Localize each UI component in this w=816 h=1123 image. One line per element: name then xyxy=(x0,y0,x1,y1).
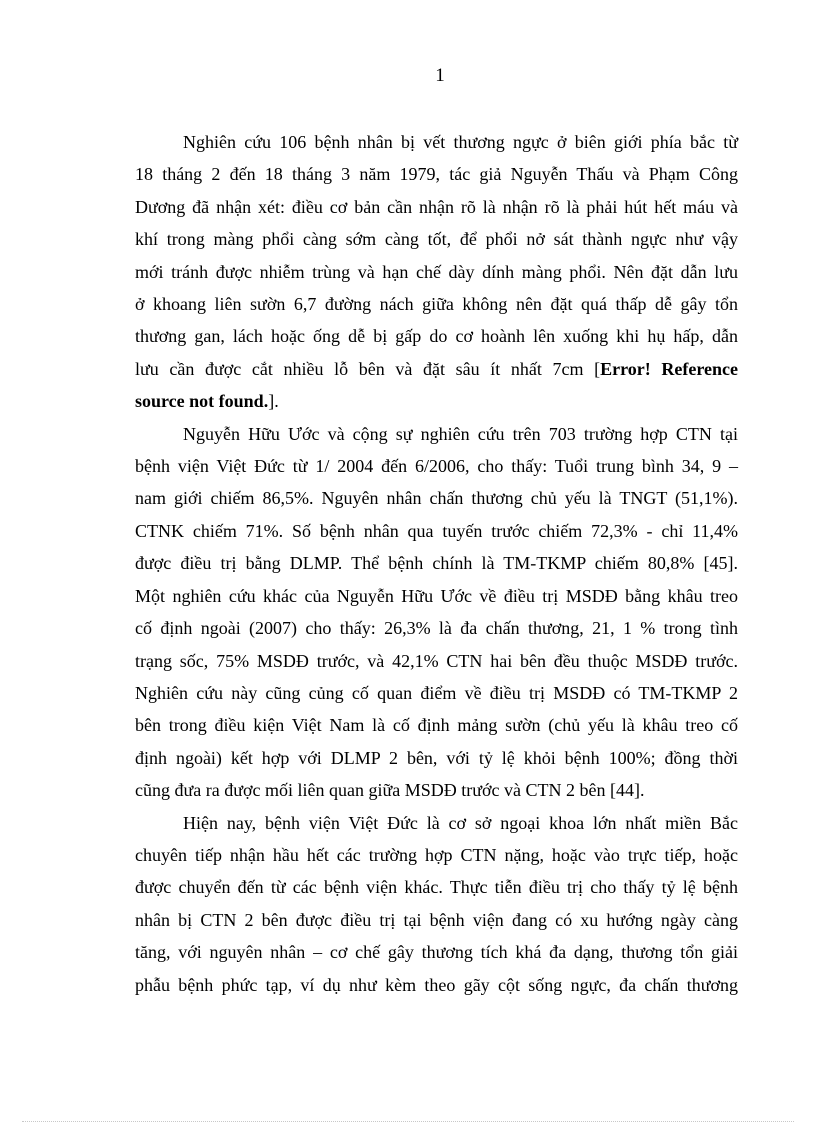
paragraph-2 xyxy=(135,418,738,807)
paragraph-3 xyxy=(135,807,738,1001)
text-line: nam giới chiếm 86,5%. Nguyên nhân chấn thương chủ yếu là TNGT (51,1%). xyxy=(135,488,738,509)
text-fragment: lưu cần được cắt nhiều lỗ bên và đặt sâu ít nhất 7cm [ xyxy=(135,358,601,379)
paragraph-1 xyxy=(135,126,738,418)
text-line: Nghiên cứu này cũng củng cố quan điểm về điều trị MSDĐ có TM-TKMP 2 xyxy=(135,682,738,703)
document-body xyxy=(135,126,738,1001)
text-line: bệnh viện Việt Đức từ 1/ 2004 đến 6/2006, cho thấy: Tuổi trung bình 34, 9 – xyxy=(135,456,738,477)
text-line: định ngoài) kết hợp với DLMP 2 bên, với tỷ lệ khỏi bệnh 100%; đồng thời xyxy=(135,747,738,768)
text-line: Một nghiên cứu khác của Nguyễn Hữu Ước về điều trị MSDĐ bằng khâu treo xyxy=(135,585,738,606)
text-line: bên trong điều kiện Việt Nam là cố định mảng sườn (chủ yếu là khâu treo cố xyxy=(135,715,738,736)
text-line: ở khoang liên sườn 6,7 đường nách giữa không nên đặt quá thấp dễ gây tổn xyxy=(135,294,738,315)
text-line: Dương đã nhận xét: điều cơ bản cần nhận rõ là nhận rõ là phải hút hết máu và xyxy=(135,196,738,217)
text-line: được chuyển đến từ các bệnh viện khác. Thực tiễn điều trị cho thấy tỷ lệ bệnh xyxy=(135,877,738,898)
text-line: phẫu bệnh phức tạp, ví dụ như kèm theo gãy cột sống ngực, đa chấn thương xyxy=(135,974,738,995)
reference-error-text: source not found. xyxy=(135,391,269,412)
page-number: 1 xyxy=(435,65,445,86)
text-line-with-reference xyxy=(135,385,738,417)
text-line: Nghiên cứu 106 bệnh nhân bị vết thương ngực ở biên giới phía bắc từ xyxy=(183,132,738,152)
page-bottom-border xyxy=(22,1121,794,1122)
text-line: được điều trị bằng DLMP. Thể bệnh chính là TM-TKMP chiếm 80,8% [45]. xyxy=(135,553,738,574)
text-line: tăng, với nguyên nhân – cơ chế gây thương tích khá đa dạng, thương tổn giải xyxy=(135,942,738,963)
text-line: thương gan, lách hoặc ống dễ bị gấp do cơ hoành lên xuống khi hụ hấp, dẫn xyxy=(135,326,738,347)
text-line: CTNK chiếm 71%. Số bệnh nhân qua tuyến trước chiếm 72,3% - chỉ 11,4% xyxy=(135,520,738,541)
text-line: cố định ngoài (2007) cho thấy: 26,3% là đa chấn thương, 21, 1 % trong tình xyxy=(135,618,738,639)
text-line: khí trong màng phổi càng sớm càng tốt, để phổi nở sát thành ngực như vậy xyxy=(135,229,738,250)
text-line: Nguyễn Hữu Ước và cộng sự nghiên cứu trên 703 trường hợp CTN tại xyxy=(183,423,738,444)
reference-error-text: Error! Reference xyxy=(600,358,738,379)
text-line: mới tránh được nhiễm trùng và hạn chế dày dính màng phổi. Nên đặt dẫn lưu xyxy=(135,261,738,282)
text-line: Hiện nay, bệnh viện Việt Đức là cơ sở ngoại khoa lớn nhất miền Bắc xyxy=(183,812,738,833)
text-line: chuyên tiếp nhận hầu hết các trường hợp CTN nặng, hoặc vào trực tiếp, hoặc xyxy=(135,844,738,865)
text-fragment: ]. xyxy=(268,391,279,412)
text-line-with-reference xyxy=(135,353,738,385)
text-line: 18 tháng 2 đến 18 tháng 3 năm 1979, tác giả Nguyễn Thấu và Phạm Công xyxy=(135,164,738,185)
text-line: trạng sốc, 75% MSDĐ trước, và 42,1% CTN hai bên đều thuộc MSDĐ trước. xyxy=(135,650,738,671)
text-line: nhân bị CTN 2 bên được điều trị tại bệnh viện đang có xu hướng ngày càng xyxy=(135,909,738,930)
text-line: cũng đưa ra được mối liên quan giữa MSDĐ trước và CTN 2 bên [44]. xyxy=(135,780,645,801)
